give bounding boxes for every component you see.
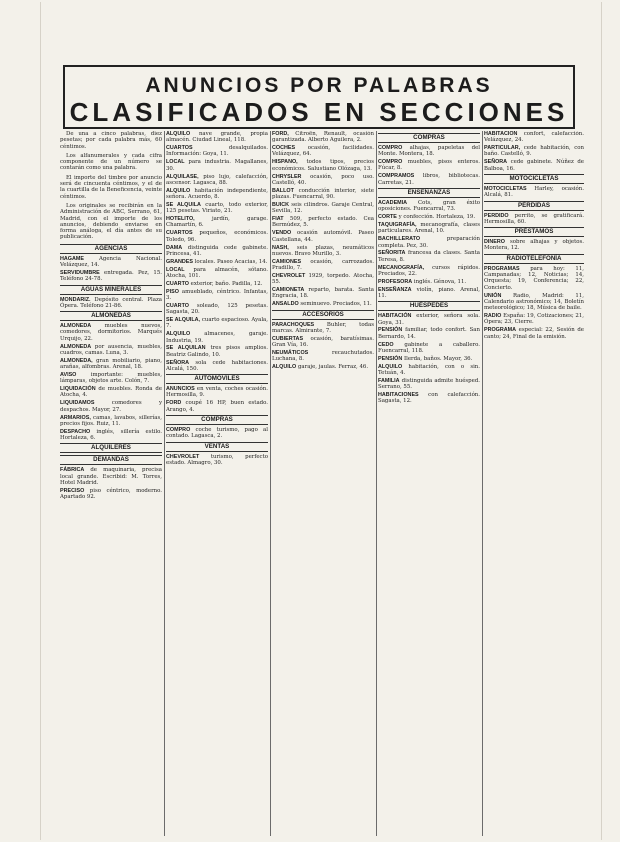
column-1 (60, 131, 162, 836)
classified-ad (60, 256, 162, 269)
classified-ad (272, 301, 374, 307)
ad-text: inglés. Génova, 11. (412, 278, 467, 285)
ad-headword: PENSIÓN (378, 327, 403, 334)
section-heading: COMPRAS (166, 415, 268, 425)
ad-text: 509, perfecto estado. Cea Bermúdez, 5. (272, 216, 374, 229)
ad-text: piso lujo, calefacción, ascensor. Lagasca, 88. (166, 173, 268, 186)
classified-ad (166, 259, 268, 265)
ad-headword: COCHES (272, 145, 296, 152)
ad-headword: AVISO (60, 371, 77, 378)
classified-ad (378, 364, 480, 377)
ad-text: cursos rápidos. Preciados, 22. (378, 264, 480, 277)
ad-text: en venta, coches ocasión. Hermosilla, 9. (166, 386, 268, 399)
ad-headword: COMPRO (378, 159, 403, 166)
ad-text: sola cede habitaciones. Alcalá, 150. (166, 359, 268, 372)
classified-ad (378, 159, 480, 172)
ad-text: Citroën, Renault, ocasión garantizada. Alberto Aguilera, 2. (272, 131, 374, 144)
ad-text: Depósito central. Plaza Ópera. Teléfono 21-86. (60, 296, 162, 309)
classified-ad (272, 159, 374, 172)
ad-headword: FORD, (272, 131, 289, 137)
ad-headword: HABITACIÓN (378, 313, 412, 320)
ad-text: 1929, torpedo. Atocha, 55. (272, 272, 374, 286)
classified-ad (166, 386, 268, 399)
ad-headword: CAMIONES (272, 258, 302, 265)
section-heading: ENSEÑANZAS (378, 188, 480, 198)
ad-text: mecanografía, clases particulares. Arenal, 10. (378, 222, 480, 235)
classified-ad (272, 230, 374, 243)
classified-ad (166, 267, 268, 280)
ad-headword: CHEVROLET (166, 453, 200, 460)
classified-ad (166, 281, 268, 287)
ad-headword: CUARTOS (166, 230, 193, 237)
classified-ad (166, 188, 268, 201)
ad-text: coche turismo, pago al contado. Lagasca, 2. (166, 426, 268, 440)
section-heading: VENTAS (166, 442, 268, 452)
ad-headword: CHRYSLER (272, 173, 302, 180)
ad-headword: CUBIERTAS (272, 335, 304, 342)
classified-ad (378, 327, 480, 340)
classified-ad (272, 245, 374, 258)
ad-text: amueblado, céntrico. Infantas, 3. (166, 288, 268, 301)
classified-ad (60, 270, 162, 283)
ad-headword: SEÑORITA (378, 250, 406, 257)
section-heading: MOTOCICLETAS (484, 174, 584, 184)
column-divider (482, 131, 483, 836)
ad-headword: HABITACIÓN (484, 131, 518, 137)
classified-ad (166, 360, 268, 373)
classified-ad (378, 222, 480, 235)
section-heading: ALMONEDAS (60, 311, 162, 321)
ad-headword: ALQUILO (378, 363, 403, 370)
ad-text: por ausencia, muebles, cuadros, camas. Luna, 3. (60, 343, 162, 356)
classified-ad (378, 392, 480, 405)
classified-ad (166, 216, 268, 229)
classified-ad (272, 322, 374, 335)
ad-headword: SE ALQUILAN (166, 345, 206, 352)
classified-ad (166, 331, 268, 344)
classified-ad (272, 188, 374, 201)
section-heading: AUTOMÓVILES (166, 374, 268, 384)
ad-headword: ENSEÑANZA (378, 286, 412, 293)
classified-ad (166, 131, 268, 144)
ad-headword: CORTE (378, 214, 397, 221)
ad-headword: PRECISO (60, 487, 85, 494)
ad-headword: PARTICULAR, (484, 145, 521, 152)
ad-text: conducción interior, siete plazas. Fuencarral, 90. (272, 187, 374, 201)
classified-ad (272, 131, 374, 144)
ad-text: Ilerda, baños. Mayor, 36. (402, 355, 473, 362)
ad-headword: SEÑORA (484, 159, 508, 166)
classified-ad (378, 287, 480, 300)
ad-headword: BUICK (272, 201, 290, 208)
ad-headword: MECANOGRAFÍA, (378, 264, 425, 271)
ad-text: inglés, sillería estilo. Hortaleza, 6. (60, 428, 162, 442)
rates-note: Los alfanumerales y cada cifra componente de un número se contarán como una palabra. (60, 152, 162, 172)
ad-text: cede gabinete. Núñez de Balboa, 16. (484, 159, 584, 172)
ad-headword: ALQUILO (166, 131, 191, 137)
classified-ad (378, 214, 480, 220)
ad-headword: HOTELITO, (166, 216, 195, 223)
classified-ad (166, 345, 268, 358)
classified-ad (484, 266, 584, 291)
ad-text: distinguida admite huésped. Serrano, 55. (378, 377, 480, 391)
ad-text: francesa da clases. Santa Teresa, 8. (378, 250, 480, 263)
ad-headword: BALLOT (272, 187, 294, 194)
ad-headword: ALQUILO (272, 364, 297, 371)
classified-ad (484, 145, 584, 158)
classified-ad (272, 336, 374, 349)
section-heading: AGENCIAS (60, 244, 162, 254)
classified-ad (484, 239, 584, 252)
classified-ad (60, 372, 162, 385)
ad-headword: LIQUIDACIÓN (60, 386, 96, 393)
ad-headword: FAMILIA (378, 377, 400, 384)
ad-text: exterior, señora sola. Goya, 31. (378, 313, 480, 326)
column-5 (484, 131, 584, 836)
ad-headword: HAGAME (60, 255, 84, 262)
ad-headword: PROGRAMA (484, 327, 517, 334)
ad-text: turismo, perfecto estado. Almagro, 30. (166, 453, 268, 466)
rates-note: De una a cinco palabras, diez pesetas; por cada palabra más, 60 céntimos. (60, 131, 162, 150)
header-title: ANUNCIOS POR PALABRAS (145, 74, 493, 97)
classified-ad (60, 400, 162, 413)
ad-text: Agencia Nacional. Velázquez, 14. (60, 255, 162, 269)
classified-ad (60, 344, 162, 357)
classified-ad (378, 265, 480, 278)
ad-headword: PISO (166, 288, 179, 295)
classified-ad (166, 303, 268, 316)
ad-headword: ARMARIOS, (60, 414, 91, 421)
section-heading: DEMANDAS (60, 455, 162, 465)
classified-ad (272, 364, 374, 370)
ad-text: para almacén, sótano. Atocha, 101. (166, 266, 268, 279)
classified-ad (484, 293, 584, 312)
ad-text: garaje, jaulas. Ferraz, 46. (296, 364, 369, 371)
section-heading: COMPRAS (378, 133, 480, 143)
ad-headword: LOCAL (166, 159, 185, 166)
classified-ad (166, 174, 268, 187)
classified-ad (60, 429, 162, 442)
ad-text: todos tipos, precios económicos. Salustiano Olózaga, 13. (272, 159, 374, 172)
ad-text: habitación independiente, señora. Acuerdo, 8. (166, 187, 268, 201)
ad-text: perrito, se gratificará. Hermosilla, 60. (484, 212, 584, 225)
classified-ad (484, 159, 584, 172)
classified-ad (272, 216, 374, 229)
ad-text: piso céntrico, moderno. Apartado 92. (60, 487, 162, 501)
ad-text: especial: 22, Sesión de canto; 24, Final de la emisión. (484, 327, 584, 340)
ad-headword: DAMA (166, 244, 183, 251)
ad-text: ocasión automóvil. Paseo Castellana, 44. (272, 230, 374, 243)
ad-headword: CAMIONETA (272, 287, 305, 294)
ad-headword: HABITACIONES (378, 392, 419, 399)
ad-text: Cots, gran éxito oposiciones. Fuencarral, 73. (378, 199, 480, 213)
section-heading: ALQUILERES (60, 443, 162, 453)
ad-text: desalquilados. Información: Goya, 11. (166, 145, 268, 158)
ad-headword: MOTOCICLETAS (484, 185, 527, 192)
classified-ad (378, 378, 480, 391)
ad-text: importante: muebles, lámparas, objetos arte. Colón, 7. (60, 371, 162, 385)
ad-headword: CHEVROLET (272, 272, 306, 279)
classified-ad (60, 415, 162, 428)
ad-headword: PROFESORA (378, 278, 413, 285)
column-2 (166, 131, 268, 836)
classified-ad (166, 400, 268, 413)
ad-headword: MONDARIZ. (60, 296, 91, 303)
ad-text: ocasión, facilidades. Velázquez, 64. (272, 145, 374, 158)
section-heading: PÉRDIDAS (484, 201, 584, 211)
classified-ad (484, 213, 584, 226)
ad-text: coupé 16 HP, buen estado. Arango, 4. (166, 400, 268, 413)
section-heading: RADIOTELEFONÍA (484, 254, 584, 264)
ad-text: ocasión, poco uso. Castelló, 40. (272, 173, 374, 186)
ad-text: nave grande, propia almacén. Ciudad Lineal, 118. (166, 131, 268, 144)
ad-text: para industria. Magallanes, 30. (166, 159, 268, 172)
ad-text: camas, lavabos, sillerías, precios fijos. Ruiz, 11. (60, 414, 162, 427)
classifieds-header (63, 65, 575, 129)
ad-headword: FÁBRICA (60, 467, 85, 474)
ad-headword: PERDIDO (484, 212, 509, 219)
classified-ad (272, 174, 374, 187)
ad-text: y confección. Hortaleza, 19. (396, 214, 476, 221)
ad-text: pequeños, económicos. Toledo, 96. (166, 230, 268, 243)
classified-ad (272, 287, 374, 300)
ad-headword: COMPRO (378, 145, 403, 151)
section-heading: AGUAS MINERALES (60, 285, 162, 295)
ad-headword: COMPRO (166, 426, 191, 433)
ad-headword: DINERO (484, 239, 505, 246)
rates-note: Los originales se recibirán en la Administración de ABC, Serrano, 61, Madrid, con el importe de los anuncios, debiendo enviarse en forma análoga, el día antes de su publicación. (60, 202, 162, 241)
ad-headword: TAQUIGRAFÍA, (378, 222, 417, 229)
classified-ad (378, 313, 480, 326)
ad-headword: SERVIDUMBRE (60, 269, 100, 276)
ad-text: entregada. Pez, 15. Teléfono 24-78. (60, 269, 162, 283)
classified-ad (166, 427, 268, 440)
classified-ad (60, 323, 162, 342)
ad-headword: SE ALQUILA (166, 201, 201, 208)
ad-headword: BACHILLERATO (378, 236, 421, 243)
ad-text: gabinete a caballero. Fuencarral, 118. (378, 341, 480, 354)
ad-headword: ALQUILO (166, 331, 191, 338)
ad-text: almacenes, garaje. Industria, 19. (166, 331, 268, 344)
classified-ad (378, 342, 480, 355)
ad-text: comedores y despachos. Mayor, 27. (60, 400, 162, 413)
classified-ad (166, 230, 268, 243)
ad-text: jardín, garage. Chamartín, 6. (166, 216, 268, 229)
column-divider (376, 131, 377, 836)
classified-ad (378, 250, 480, 263)
ad-text: Harley, ocasión. Alcalá, 81. (484, 185, 584, 199)
ad-headword: SE ALQUILA, (166, 317, 201, 324)
classified-ad (484, 131, 584, 144)
ad-headword: CUARTO (166, 302, 189, 309)
classified-ad (166, 202, 268, 215)
ad-text: seminuevo. Preciados, 11. (298, 301, 372, 308)
column-divider (270, 131, 271, 836)
ad-text: para hoy: 11, Campanadas; 12, Noticias; 14, Orquesta; 19, Conferencia; 22, Concierto. (484, 265, 584, 291)
ad-text: confort, calefacción. Velázquez, 24. (484, 131, 584, 144)
ad-headword: ANSALDO (272, 301, 299, 308)
ad-headword: ANUNCIOS (166, 386, 195, 393)
ad-text: distinguida cede gabinete. Princesa, 41. (166, 244, 268, 257)
classified-ad (378, 145, 480, 158)
ad-text: muebles nuevos, comedores, dormitorios. Marqués Urquijo, 22. (60, 323, 162, 342)
ad-headword: RADIO (484, 313, 502, 320)
ad-text: España: 19, Cotizaciones; 21, Ópera; 23, Cierre. (484, 313, 584, 326)
column-3 (272, 131, 374, 836)
ad-headword: CUARTO (166, 280, 189, 287)
ad-headword: VENDO (272, 230, 292, 237)
classified-ad (166, 317, 268, 330)
ad-headword: ALMONEDA, (60, 357, 93, 364)
ad-headword: UNIÓN (484, 292, 502, 299)
ad-text: con calefacción. Sagasta, 12. (378, 392, 480, 405)
classified-ad (378, 279, 480, 285)
classified-ad (166, 145, 268, 158)
ad-text: gran mobiliario, piano, arañas, alfombras. Arenal, 18. (60, 357, 162, 371)
ad-text: ocasión, baratísimas. Gran Vía, 16. (272, 335, 374, 349)
ad-text: sobre alhajas y objetos. Montera, 12. (484, 239, 584, 252)
ad-text: familiar, todo confort. San Bernardo, 14. (378, 327, 480, 340)
classified-ad (484, 327, 584, 340)
ad-headword: FIAT (272, 216, 284, 223)
ad-text: muebles, pisos enteros. Fúcar, 8. (378, 159, 480, 172)
classified-ad (166, 245, 268, 258)
section-heading: ACCESORIOS (272, 310, 374, 320)
ad-text: violín, piano. Arenal, 11. (378, 286, 480, 299)
ad-text: de maquinaria, precisa local grande. Escribid: M. Torres, Hotel Madrid. (60, 467, 162, 486)
classified-ad (272, 350, 374, 363)
ad-headword: NASH, (272, 244, 289, 251)
section-heading: HUÉSPEDES (378, 301, 480, 311)
ad-headword: ACADEMIA (378, 199, 408, 206)
ad-text: tres pisos amplios. Beatriz Galindo, 10. (166, 345, 268, 358)
classified-ad (378, 356, 480, 362)
column-4 (378, 131, 480, 836)
classified-ad (378, 200, 480, 213)
ad-headword: SEÑORA (166, 359, 190, 366)
rates-note: El importe del timbre por anuncio será de cincuenta céntimos, y el de la cuartilla de la Beneficencia, veinte céntimos. (60, 174, 162, 200)
ad-text: reparto, barata. Santa Engracia, 18. (272, 287, 374, 300)
ad-text: ocasión, carrozados. Pradillo, 7. (272, 258, 374, 271)
ad-text: seis plazas, neumáticos nuevos. Bravo Murillo, 3. (272, 244, 374, 257)
ad-headword: PENSIÓN (378, 355, 403, 362)
ad-text: habitación, con o sin. Tetuán, 4. (378, 363, 480, 377)
column-divider (164, 131, 165, 836)
ad-headword: DESPACHO (60, 428, 91, 435)
classified-ad (60, 488, 162, 501)
ad-headword: CUARTOS (166, 145, 193, 152)
ad-headword: ALQUILASE, (166, 173, 199, 180)
ad-headword: LIQUIDAMOS (60, 400, 95, 407)
classified-ad (484, 313, 584, 326)
classified-ad (60, 358, 162, 371)
ad-text: cede habitación, con baño. Castelló, 9. (484, 145, 584, 158)
ad-headword: CEDO (378, 341, 394, 348)
ad-text: cuarto espacioso. Ayala, 7. (166, 317, 268, 330)
classified-ad (272, 259, 374, 272)
ad-text: preparación completa. Pez, 30. (378, 236, 480, 249)
section-heading: PRÉSTAMOS (484, 227, 584, 237)
ad-text: cuarto, todo exterior, 125 pesetas. Viriato, 21. (166, 201, 268, 215)
ad-text: Radio, Madrid: 11, Calendario astronómico; 14, Boletín meteorológico; 18, Música de baile. (484, 292, 584, 312)
ad-headword: NEUMÁTICOS (272, 349, 309, 356)
ad-text: recauchutados. Luchana, 8. (272, 349, 374, 363)
ad-text: Buhler, todas marcas. Almirante, 7. (272, 321, 374, 334)
classified-ad (166, 289, 268, 302)
ad-headword: LOCAL (166, 266, 185, 273)
ad-headword: ALQUILO (166, 187, 191, 194)
classified-ad (378, 173, 480, 186)
ad-text: libros, bibliotecas. Carretas, 21. (378, 173, 480, 186)
classified-ad (60, 297, 162, 310)
ad-text: de muebles. Ronda de Atocha, 4. (60, 386, 162, 399)
classified-ad (378, 236, 480, 249)
ad-headword: ALMONEDA (60, 343, 92, 350)
ad-headword: FORD (166, 400, 182, 407)
ad-headword: COMPRAMOS (378, 173, 415, 180)
classified-ad (60, 467, 162, 486)
ad-headword: PARACHOQUES (272, 321, 315, 328)
ad-text: seis cilindros. Garaje Central, Sevilla, 12. (272, 201, 374, 215)
ad-headword: GRANDES (166, 258, 193, 265)
ad-headword: HISPANO, (272, 159, 298, 166)
classified-ad (166, 454, 268, 467)
classified-ad (272, 202, 374, 215)
classified-ad (166, 159, 268, 172)
ad-headword: ALMONEDA (60, 323, 92, 330)
header-subtitle: CLASIFICADOS EN SECCIONES (69, 97, 569, 127)
ad-text: locales. Paseo Acacias, 14. (192, 258, 268, 265)
classified-ad (272, 145, 374, 158)
classified-ad (484, 186, 584, 199)
ad-text: alhajas, papeletas del Monte. Montera, 18. (378, 145, 480, 158)
ad-text: exterior, baño. Padilla, 12. (188, 280, 263, 287)
ad-text: soleado, 125 pesetas. Sagasta, 20. (166, 302, 268, 316)
classified-ad (272, 273, 374, 286)
ad-headword: PROGRAMAS (484, 265, 520, 272)
classified-ad (60, 386, 162, 399)
